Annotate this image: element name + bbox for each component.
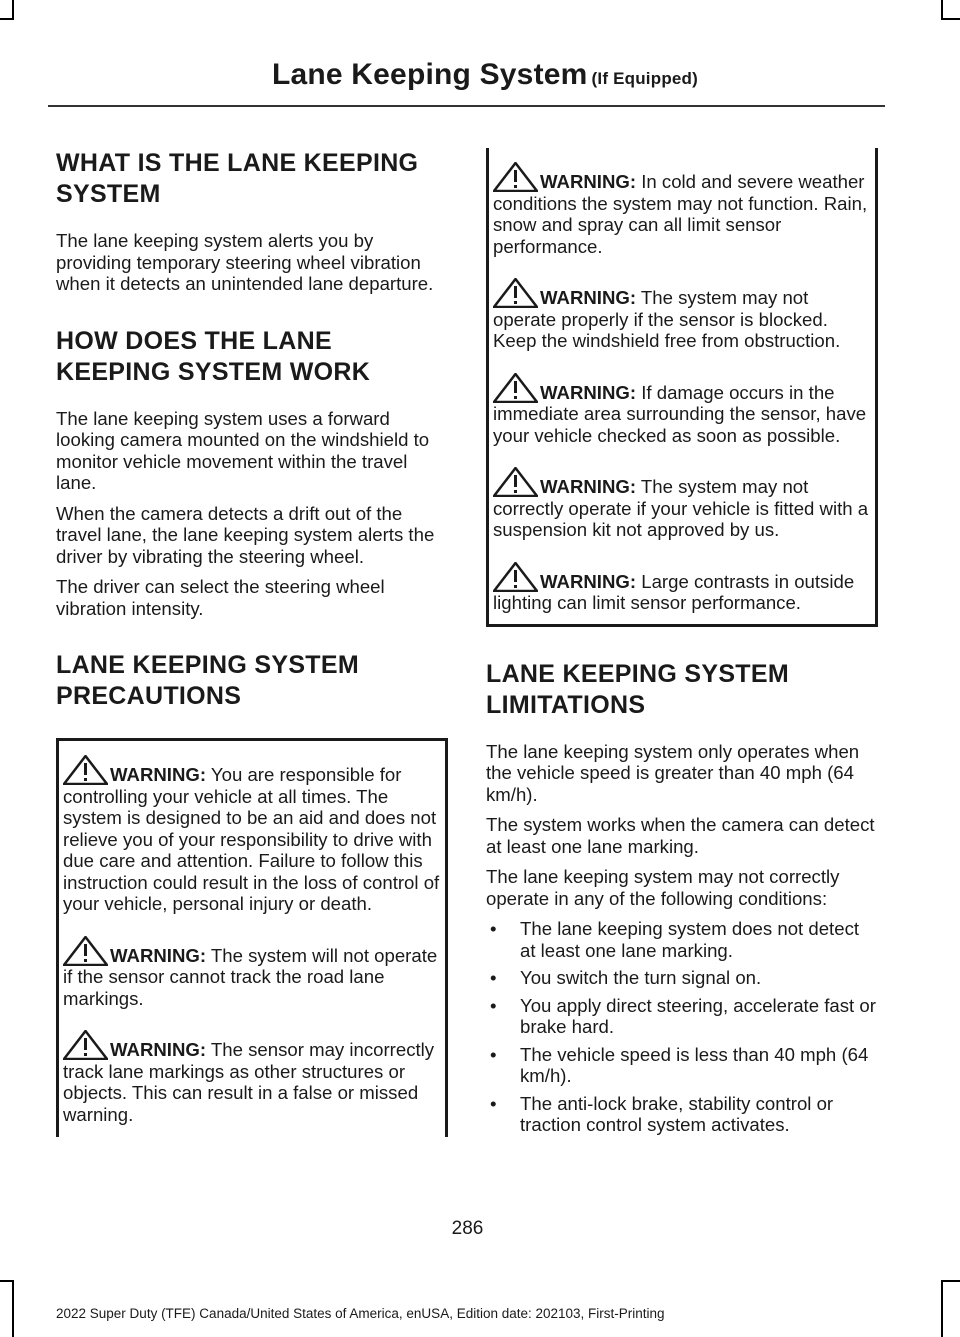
warning-text: The system may not operate properly if the sensor is blocked. Keep the windshield free from obstruction. bbox=[493, 287, 841, 351]
paragraph: The lane keeping system uses a forward looking camera mounted on the windshield to monitor vehicle movement within the travel lane. bbox=[56, 407, 430, 493]
crop-mark bbox=[941, 18, 960, 20]
footer-edition-text: 2022 Super Duty (TFE) Canada/United States of America, enUSA, Edition date: 202103, First-Printing bbox=[56, 1306, 665, 1321]
warning-item bbox=[493, 541, 871, 614]
warning-item bbox=[63, 1009, 441, 1125]
paragraph: The lane keeping system may not correctly operate in any of the following conditions: bbox=[486, 866, 840, 909]
warning-box bbox=[486, 148, 878, 627]
list-item-text: You switch the turn signal on. bbox=[520, 967, 762, 988]
warning-label: WARNING: bbox=[540, 171, 637, 192]
warning-text: If damage occurs in the immediate area surrounding the sensor, have your vehicle checked as soon as possible. bbox=[493, 381, 867, 446]
warning-triangle-icon bbox=[63, 755, 108, 785]
section-heading-limitations bbox=[486, 659, 878, 721]
heading-line: LIMITATIONS bbox=[486, 690, 646, 719]
warning-item bbox=[63, 915, 441, 1010]
list-item-text: The lane keeping system does not detect at least one lane marking. bbox=[520, 918, 860, 961]
warning-triangle-icon bbox=[493, 162, 538, 192]
heading-line: PRECAUTIONS bbox=[56, 682, 242, 710]
bullet: • bbox=[490, 1043, 497, 1065]
conditions-list bbox=[486, 918, 878, 1136]
header-divider bbox=[48, 105, 885, 107]
warning-triangle-icon bbox=[493, 373, 538, 403]
heading-line: WHAT IS THE LANE KEEPING bbox=[56, 149, 419, 177]
warning-triangle-icon bbox=[493, 467, 538, 497]
warning-text: Large contrasts in outside lighting can limit sensor performance. bbox=[493, 570, 855, 613]
paragraph: The system works when the camera can detect at least one lane marking. bbox=[486, 814, 875, 857]
heading-line: LANE KEEPING SYSTEM bbox=[486, 659, 789, 688]
warning-label: WARNING: bbox=[540, 476, 637, 497]
warning-text: The system may not correctly operate if your vehicle is fitted with a suspension kit not approved by us. bbox=[493, 476, 869, 540]
header-title-text: Lane Keeping System bbox=[271, 58, 588, 91]
warning-item bbox=[63, 741, 441, 915]
warning-label: WARNING: bbox=[540, 570, 637, 592]
crop-mark bbox=[12, 1280, 14, 1337]
warning-item bbox=[493, 446, 871, 541]
left-column bbox=[56, 148, 448, 1137]
paragraph: The lane keeping system alerts you by providing temporary steering wheel vibration when it detects an unintended lane departure. bbox=[56, 230, 434, 294]
warning-triangle-icon bbox=[63, 936, 108, 966]
warning-label: WARNING: bbox=[110, 764, 207, 785]
warning-item bbox=[493, 257, 871, 352]
page-number: 286 bbox=[451, 1218, 484, 1239]
heading-line: HOW DOES THE LANE bbox=[56, 326, 332, 355]
paragraph: When the camera detects a drift out of the travel lane, the lane keeping system alerts the driver by vibrating the steering wheel. bbox=[56, 502, 435, 567]
list-item bbox=[486, 995, 878, 1038]
crop-mark bbox=[0, 18, 14, 20]
list-item bbox=[486, 918, 878, 961]
warning-triangle-icon bbox=[493, 278, 538, 308]
heading-line: LANE KEEPING SYSTEM bbox=[56, 651, 359, 679]
crop-mark bbox=[941, 1280, 960, 1282]
header-title-suffix: (If Equipped) bbox=[591, 69, 698, 88]
crop-mark bbox=[12, 0, 14, 20]
list-item-text: The vehicle speed is less than 40 mph (64 km/h). bbox=[520, 1043, 869, 1086]
crop-mark bbox=[941, 0, 943, 20]
warning-box bbox=[56, 738, 448, 1137]
warning-text: You are responsible for controlling your vehicle at all times. The system is designed to be an aid and does not relieve you of your responsibility to drive with due care and attention. Failure to follow this instruction could result in the loss of control of your vehicle, personal injury or death. bbox=[63, 764, 440, 914]
crop-mark bbox=[941, 1280, 943, 1337]
warning-text: The sensor may incorrectly track lane markings as other structures or objects. This can result in a false or missed warning. bbox=[63, 1039, 435, 1125]
section-heading-how bbox=[56, 326, 448, 388]
warning-triangle-icon bbox=[493, 562, 538, 592]
warning-label: WARNING: bbox=[540, 287, 637, 308]
warning-item bbox=[493, 148, 871, 257]
right-column bbox=[486, 148, 878, 1142]
warning-triangle-icon bbox=[63, 1030, 108, 1060]
warning-item bbox=[493, 352, 871, 447]
section-heading-what bbox=[56, 148, 448, 210]
paragraph: The lane keeping system only operates when the vehicle speed is greater than 40 mph (64 km/h). bbox=[486, 740, 860, 805]
warning-text: In cold and severe weather conditions the system may not function. Rain, snow and spray can all limit sensor performance. bbox=[493, 171, 868, 257]
page-header-title bbox=[272, 58, 698, 92]
warning-label: WARNING: bbox=[540, 381, 637, 403]
heading-line: SYSTEM bbox=[56, 180, 161, 208]
list-item bbox=[486, 967, 878, 989]
list-item-text: You apply direct steering, accelerate fast or brake hard. bbox=[520, 994, 876, 1037]
list-item-text: The anti-lock brake, stability control or traction control system activates. bbox=[520, 1092, 834, 1135]
warning-label: WARNING: bbox=[110, 1039, 207, 1060]
paragraph: The driver can select the steering wheel vibration intensity. bbox=[56, 576, 385, 619]
crop-mark bbox=[0, 1280, 14, 1282]
bullet: • bbox=[490, 1092, 497, 1114]
list-item bbox=[486, 1044, 878, 1087]
heading-line: KEEPING SYSTEM WORK bbox=[56, 357, 371, 386]
bullet: • bbox=[490, 918, 497, 939]
section-heading-precautions bbox=[56, 650, 448, 712]
bullet: • bbox=[490, 994, 497, 1016]
list-item bbox=[486, 1093, 878, 1136]
warning-text: The system will not operate if the sensor cannot track the road lane markings. bbox=[63, 944, 438, 1009]
warning-label: WARNING: bbox=[110, 944, 207, 966]
bullet: • bbox=[490, 967, 497, 988]
